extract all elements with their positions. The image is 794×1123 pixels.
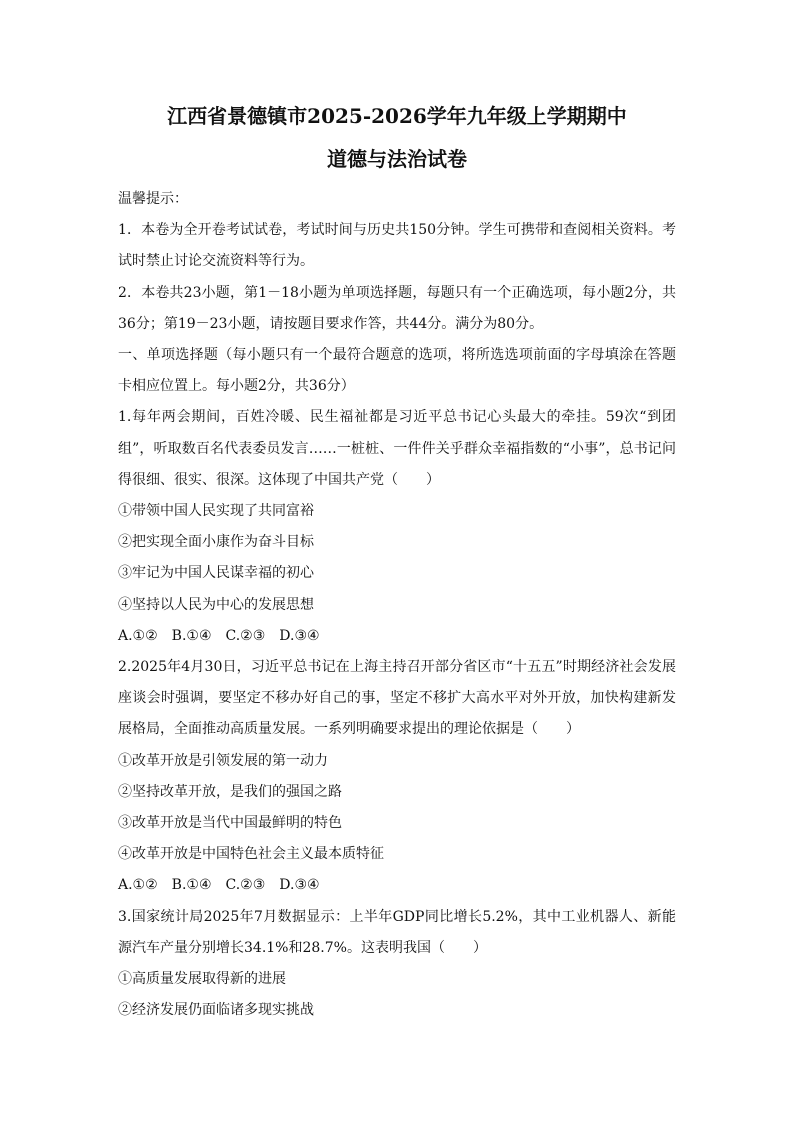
- tip-1: 1．本卷为全开卷考试试卷，考试时间与历史共150分钟。学生可携带和查阅相关资料。考试时禁止讨论交流资料等行为。: [118, 222, 676, 270]
- statement-item: ①高质量发展取得新的进展: [118, 971, 286, 988]
- statement-item: ②坚持改革开放，是我们的强国之路: [118, 783, 342, 800]
- answer-options: A.①② B.①④ C.②③ D.③④: [118, 627, 320, 644]
- statement-item: ③牢记为中国人民谋幸福的初心: [118, 565, 314, 582]
- statement-item: ④改革开放是中国特色社会主义最本质特征: [118, 846, 384, 863]
- question-1: [118, 402, 676, 652]
- exam-title: 江西省景德镇市2025-2026学年九年级上学期期中: [167, 104, 627, 128]
- question-stem: 2.2025年4月30日，习近平总书记在上海主持召开部分省区市“十五五”时期经济社会发展座谈会时强调，要坚定不移办好自己的事，坚定不移扩大高水平对外开放，加快构建新发展格局，全面推动高质量发展。一系列明确要求提出的理论依据是（ ）: [118, 659, 676, 738]
- question-stem: 3.国家统计局2025年7月数据显示：上半年GDP同比增长5.2%，其中工业机器人、新能源汽车产量分别增长34.1%和28.7%。这表明我国（ ）: [118, 908, 676, 956]
- statement-item: ②经济发展仍面临诸多现实挑战: [118, 1002, 314, 1019]
- section-heading: 一、单项选择题（每小题只有一个最符合题意的选项，将所选选项前面的字母填涂在答题卡相应位置上。每小题2分，共36分）: [118, 347, 676, 395]
- question-2: [118, 652, 676, 902]
- statement-item: ①带领中国人民实现了共同富裕: [118, 503, 314, 520]
- statement-item: ①改革开放是引领发展的第一动力: [118, 752, 328, 769]
- statement-item: ③改革开放是当代中国最鲜明的特色: [118, 815, 342, 832]
- statement-item: ②把实现全面小康作为奋斗目标: [118, 534, 314, 551]
- question-stem: 1.每年两会期间，百姓冷暖、民生福祉都是习近平总书记心头最大的牵挂。59次“到团组”，听取数百名代表委员发言……一桩桩、一件件关乎群众幸福指数的“小事”，总书记问得很细、很实、很深。这体现了中国共产党（ ）: [118, 409, 676, 488]
- question-3: [118, 902, 676, 1027]
- answer-options: A.①② B.①④ C.②③ D.③④: [118, 877, 320, 894]
- exam-subtitle: 道德与法治试卷: [327, 147, 467, 171]
- tips-heading: 温馨提示：: [118, 191, 188, 207]
- tip-2: 2．本卷共23小题，第1－18小题为单项选择题，每题只有一个正确选项，每小题2分，共36分；第19－23小题，请按题目要求作答，共44分。满分为80分。: [118, 284, 676, 332]
- statement-item: ④坚持以人民为中心的发展思想: [118, 596, 314, 613]
